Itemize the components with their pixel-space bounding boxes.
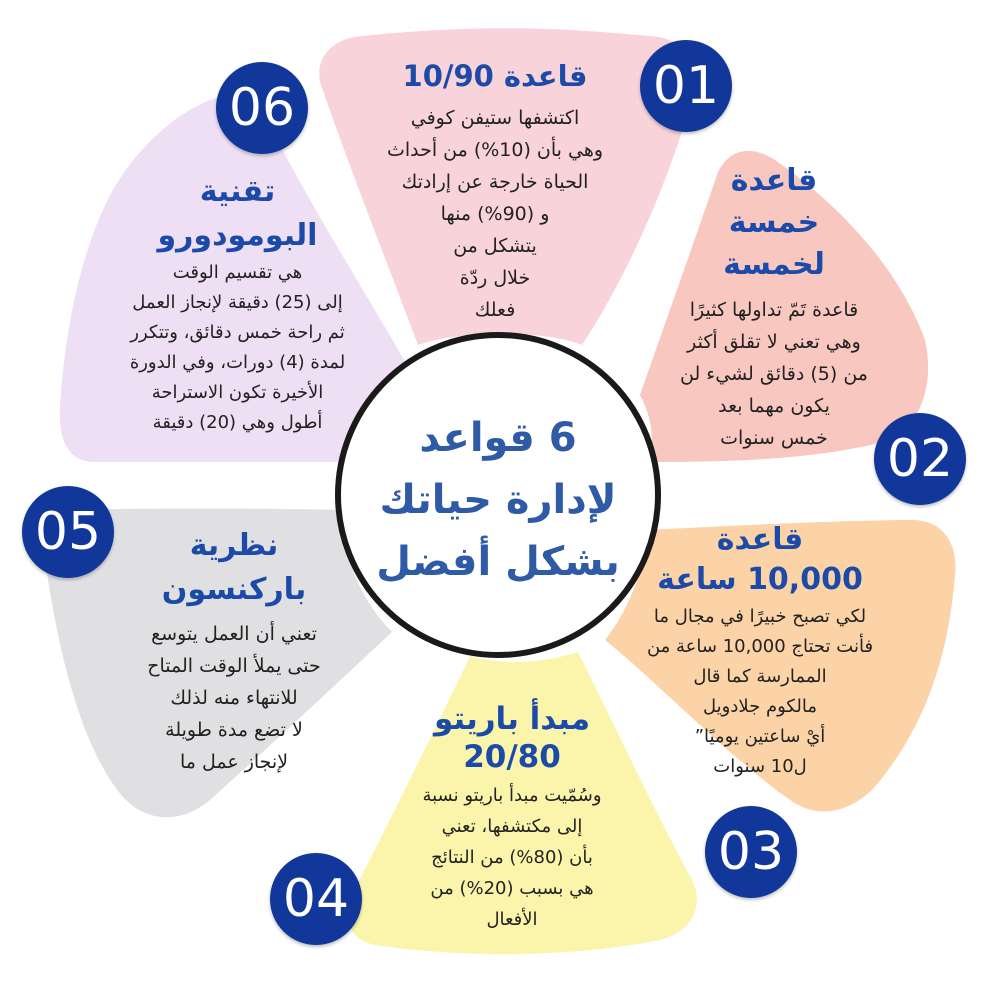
rule-02-block	[642, 160, 906, 454]
center-title: 6 قواعد لإدارة حياتك بشكل أفضل	[376, 415, 620, 585]
badge-05: 05	[22, 486, 114, 578]
rule-05-block	[90, 524, 378, 778]
rule-04-title: مبدأ باريتو 20/80	[433, 701, 591, 775]
rule-01-body: اكتشفها ستيفن كوفي وهي بأن (10%) من أحداث الحياة خارجة عن إرادتك و (90%) منها يتشكل من خلال ردّة فعلك	[386, 107, 604, 321]
rule-02-title: قاعدة خمسة لخمسة	[723, 163, 825, 282]
badge-04: 04	[270, 853, 362, 945]
rule-03-body: لكي تصبح خبيرًا في مجال ما فأنت تحتاج 10,000 ساعة من الممارسة كما قال مالكوم جلادويل أيْ ساعتين يوميًا” ل10 سنوات	[646, 606, 874, 777]
rule-01-title: قاعدة 10/90	[402, 59, 588, 93]
rule-05-body: تعني أن العمل يتوسع حتى يملأ الوقت المتاح للانتهاء منه لذلك لا تضع مدة طويلة لإنجاز عمل ما	[147, 623, 321, 773]
badge-03: 03	[705, 806, 797, 898]
rule-06-body: هي تقسيم الوقت إلى (25) دقيقة لإنجاز العمل ثم راحة خمس دقائق، وتتكرر لمدة (4) دورات، وفي الدورة الأخيرة تكون الاستراحة أطول وهي (20) دقيقة	[129, 262, 346, 433]
rule-05-title: نظرية باركنسون	[161, 528, 307, 607]
rule-06-block	[80, 170, 395, 438]
badge-02: 02	[874, 413, 966, 505]
rule-03-title: قاعدة 10,000 ساعة	[657, 522, 863, 597]
rule-02-body: قاعدة تَمّ تداولها كثيرًا وهي تعني لا تقلق أكثر من (5) دقائق لشيء لن يكون مهما بعد خمس سنوات	[680, 299, 868, 449]
badge-06: 06	[216, 62, 308, 154]
badge-01: 01	[640, 40, 732, 132]
rule-04-block	[372, 700, 652, 935]
rule-04-body: وسُمّيت مبدأ باريتو نسبة إلى مكتشفها، تعني بأن (80%) من النتائج هي بسبب (20%) من الأفعال	[422, 785, 602, 930]
rule-06-title: تقنية البومودورو	[157, 174, 318, 253]
